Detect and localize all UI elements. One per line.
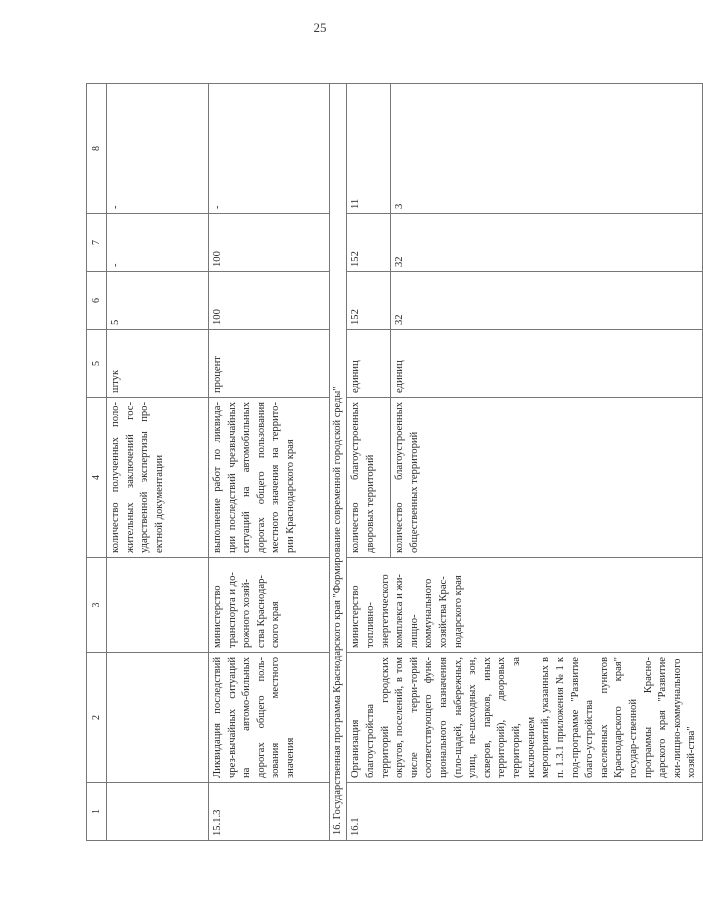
value-cell: 32: [391, 214, 703, 272]
unit-cell: процент: [209, 330, 330, 398]
measure-name-cell: Организация благоустройства территорий городских округов, поселений, в том числе терри-торий соответствующего функ-ционального назначения (пло-щадей, набережных, улиц, пе-шеходных зон, скверов, парков, иных территорий), дворовых территорий, за исключением мероприятий, указанных в п. 1.3.1 приложения № 1 к под-программе "Развитие благо-устройства населенных пунктов Краснодарского края" государ-ственной программы Красно-дарского края "Развитие жи-лищно-коммунального хозяй-ства": [347, 653, 703, 783]
value-cell: 152: [347, 272, 391, 330]
header-cell: 7: [87, 214, 107, 272]
header-cell: 3: [87, 558, 107, 653]
executor-cell: министерство топливно-энергетического комплекса и жи-лищно-коммунального хозяйства Крас-нодарского края: [347, 558, 703, 653]
header-cell: 5: [87, 330, 107, 398]
value-cell: 11: [347, 84, 391, 214]
row-number-cell: 16.1: [347, 783, 703, 841]
unit-cell: единиц: [347, 330, 391, 398]
indicators-table: [86, 83, 703, 841]
indicator-name-cell: количество благоустроенных дворовых территорий: [347, 398, 391, 558]
value-cell: 5: [107, 272, 209, 330]
table-header-row: [87, 84, 107, 841]
table-row: [209, 84, 330, 841]
section-row: [330, 84, 347, 841]
section-title: 16. Государственная программа Краснодарского края "Формирование современной городской среды": [330, 84, 347, 841]
header-cell: 8: [87, 84, 107, 214]
value-cell: -: [107, 214, 209, 272]
value-cell: 32: [391, 272, 703, 330]
row-number-cell: [107, 783, 209, 841]
table-row: [347, 84, 391, 841]
page-number: 25: [313, 20, 327, 35]
measure-name-cell: Ликвидация последствий чрез-вычайных ситуаций на автомо-бильных дорогах общего поль-зования местного значения: [209, 653, 330, 783]
executor-cell: министерство транспорта и до-рожного хозяй-ства Краснодар-ского края: [209, 558, 330, 653]
indicator-name-cell: количество полученных поло-жительных заключений гос-ударственной экспертизы про-ектной документации: [107, 398, 209, 558]
measure-name-cell: [107, 653, 209, 783]
rotated-table-container: [86, 84, 698, 841]
header-cell: 4: [87, 398, 107, 558]
rotated-table-frame: [86, 84, 698, 841]
unit-cell: единиц: [391, 330, 703, 398]
value-cell: -: [209, 84, 330, 214]
value-cell: 100: [209, 214, 330, 272]
value-cell: 100: [209, 272, 330, 330]
value-cell: 3: [391, 84, 703, 214]
table-row: [107, 84, 209, 841]
value-cell: -: [107, 84, 209, 214]
indicator-name-cell: выполнение работ по ликвида-ции последствий чрезвычайных ситуаций на автомобильных дорогах общего пользования местного значения на террито-рии Краснодарского края: [209, 398, 330, 558]
row-number-cell: 15.1.3: [209, 783, 330, 841]
executor-cell: [107, 558, 209, 653]
unit-cell: штук: [107, 330, 209, 398]
indicator-name-cell: количество благоустроенных общественных территорий: [391, 398, 703, 558]
header-cell: 2: [87, 653, 107, 783]
header-cell: 6: [87, 272, 107, 330]
header-cell: 1: [87, 783, 107, 841]
value-cell: 152: [347, 214, 391, 272]
